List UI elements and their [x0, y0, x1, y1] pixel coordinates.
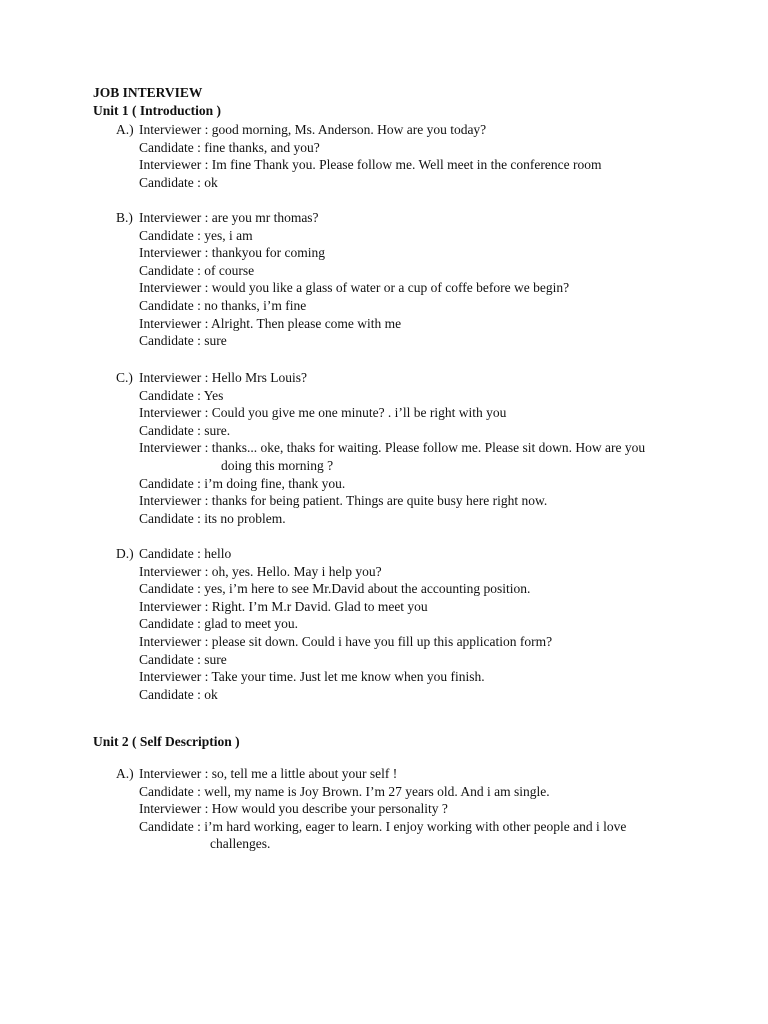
unit-1-heading: Unit 1 ( Introduction )	[93, 103, 222, 118]
dialogue-line: Candidate : fine thanks, and you?	[139, 139, 320, 155]
dialogue-line: Candidate : yes, i am	[139, 227, 253, 243]
document-title: JOB INTERVIEW	[93, 85, 203, 100]
dialogue-line: Candidate : glad to meet you.	[139, 616, 298, 632]
dialogue-line: Candidate : well, my name is Joy Brown. I’m 27 years old. And i am single.	[139, 783, 550, 799]
dialogue-line-continuation: challenges.	[210, 836, 271, 852]
dialogue-line: Interviewer : Alright. Then please come with me	[139, 315, 402, 331]
dialogue-line: Candidate : hello	[139, 546, 232, 561]
dialogue-line: Interviewer : Hello Mrs Louis?	[139, 370, 307, 385]
dialogue-line: Candidate : i’m hard working, eager to learn. I enjoy working with other people and i love	[139, 818, 627, 834]
dialogue-line: Interviewer : please sit down. Could i have you fill up this application form?	[139, 634, 553, 649]
dialogue-line: Interviewer : How would you describe your personality ?	[139, 801, 448, 817]
dialogue-line: Candidate : sure	[139, 651, 227, 667]
dialogue-line: Candidate : no thanks, i’m fine	[139, 298, 307, 313]
unit-2-heading: Unit 2 ( Self Description )	[93, 734, 240, 749]
section-letter: C.)	[116, 370, 133, 385]
dialogue-line: Candidate : ok	[139, 686, 218, 702]
dialogue-line: Interviewer : so, tell me a little about your self !	[139, 766, 398, 781]
dialogue-line: Candidate : its no problem.	[139, 510, 286, 526]
dialogue-line: Interviewer : would you like a glass of water or a cup of coffe before we begin?	[139, 280, 570, 296]
dialogue-line: Interviewer : are you mr thomas?	[139, 210, 319, 225]
dialogue-line-continuation: doing this morning ?	[221, 458, 334, 473]
dialogue-line: Interviewer : thankyou for coming	[139, 245, 325, 261]
dialogue-line: Interviewer : Im fine Thank you. Please follow me. Well meet in the conference room	[139, 157, 602, 173]
dialogue-line: Interviewer : thanks for being patient. Things are quite busy here right now.	[139, 493, 548, 509]
dialogue-line: Candidate : ok	[139, 174, 218, 190]
section-letter: A.)	[116, 122, 134, 137]
dialogue-line: Interviewer : Take your time. Just let me know when you finish.	[139, 669, 485, 685]
dialogue-line: Candidate : i’m doing fine, thank you.	[139, 475, 346, 491]
dialogue-line: Candidate : Yes	[139, 387, 224, 403]
dialogue-line: Interviewer : Right. I’m M.r David. Glad to meet you	[139, 598, 428, 614]
dialogue-line: Candidate : yes, i’m here to see Mr.David about the accounting position.	[139, 581, 531, 597]
dialogue-line: Interviewer : thanks... oke, thaks for waiting. Please follow me. Please sit down. How are you	[139, 440, 646, 456]
section-letter: B.)	[116, 210, 133, 225]
section-letter: D.)	[116, 546, 134, 561]
dialogue-line: Candidate : of course	[139, 262, 255, 278]
dialogue-line: Candidate : sure	[139, 333, 227, 349]
dialogue-line: Interviewer : oh, yes. Hello. May i help you?	[139, 563, 382, 579]
dialogue-line: Interviewer : Could you give me one minute? . i’ll be right with you	[139, 405, 507, 421]
section-letter: A.)	[116, 766, 134, 781]
dialogue-line: Candidate : sure.	[139, 422, 231, 438]
dialogue-line: Interviewer : good morning, Ms. Anderson. How are you today?	[139, 122, 487, 137]
